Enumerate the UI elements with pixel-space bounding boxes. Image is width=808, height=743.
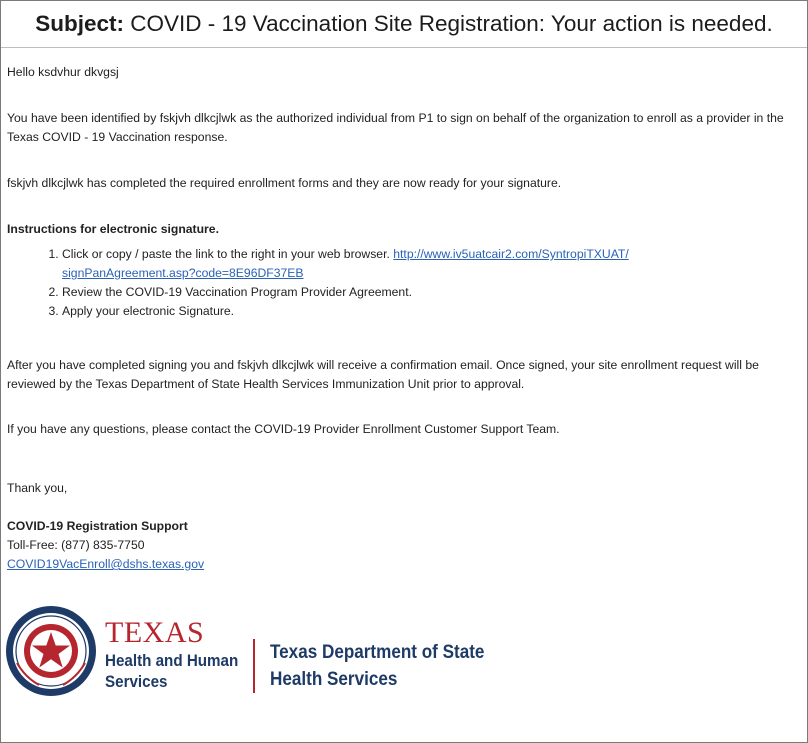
identified-paragraph: You have been identified by fskjvh dlkcjlwk as the authorized individual from P1 to sign on behalf of the organization to enroll as a provider in the Texas COVID - 19 Vaccination response. [7,111,784,144]
subject-label: Subject: [35,11,125,36]
logo-hhs-text [105,651,252,693]
instruction-step-1 [62,245,803,283]
signature-name: COVID-19 Registration Support [7,519,188,533]
logo-divider [253,639,255,693]
logo-hhs-line1: Health and Human [105,652,239,670]
greeting: Hello ksdvhur dkvgsj [7,65,119,79]
instruction-step-2: 2. Review the COVID-19 Vaccination Program Provider Agreement. [62,283,803,302]
signature-phone: Toll-Free: (877) 835-7750 [7,538,145,552]
thanks-line: Thank you, [7,481,68,495]
logo-dshs-line2: Health Services [270,669,398,690]
email-body [7,63,803,574]
signature-email-link[interactable]: COVID19VacEnroll@dshs.texas.gov [7,557,205,571]
after-signing-paragraph: After you have completed signing you and fskjvh dlkcjlwk will receive a confirmation email. Once signed, your site enrollment request will be reviewed by the Texas Department of State Health Services Immunization Unit prior to approval. [7,358,759,391]
texas-seal-icon [5,605,97,697]
logo-dshs-text [270,639,484,693]
instructions-list [7,245,803,321]
texas-hhs-logo [5,605,485,697]
logo-texas-wordmark: TEXAS [105,616,205,649]
email-subject [1,1,807,48]
instructions-heading: Instructions for electronic signature. [7,222,219,236]
step-1-text: Click or copy / paste the link to the right in your web browser. [62,247,390,261]
signature-link[interactable]: http://www.iv5uatcair2.com/SyntropiTXUAT/ signPanAgreement.asp?code=8E96DF37EB [62,247,629,280]
ready-paragraph: fskjvh dlkcjlwk has completed the required enrollment forms and they are now ready for your signature. [7,176,562,190]
subject-text: COVID - 19 Vaccination Site Registration: Your action is needed. [130,11,773,36]
questions-paragraph: If you have any questions, please contact the COVID-19 Provider Enrollment Customer Support Team. [7,422,560,436]
logo-dshs-line1: Texas Department of State [270,642,485,663]
instruction-step-3: 3. Apply your electronic Signature. [62,302,803,321]
logo-hhs-line2: Services [105,673,168,691]
